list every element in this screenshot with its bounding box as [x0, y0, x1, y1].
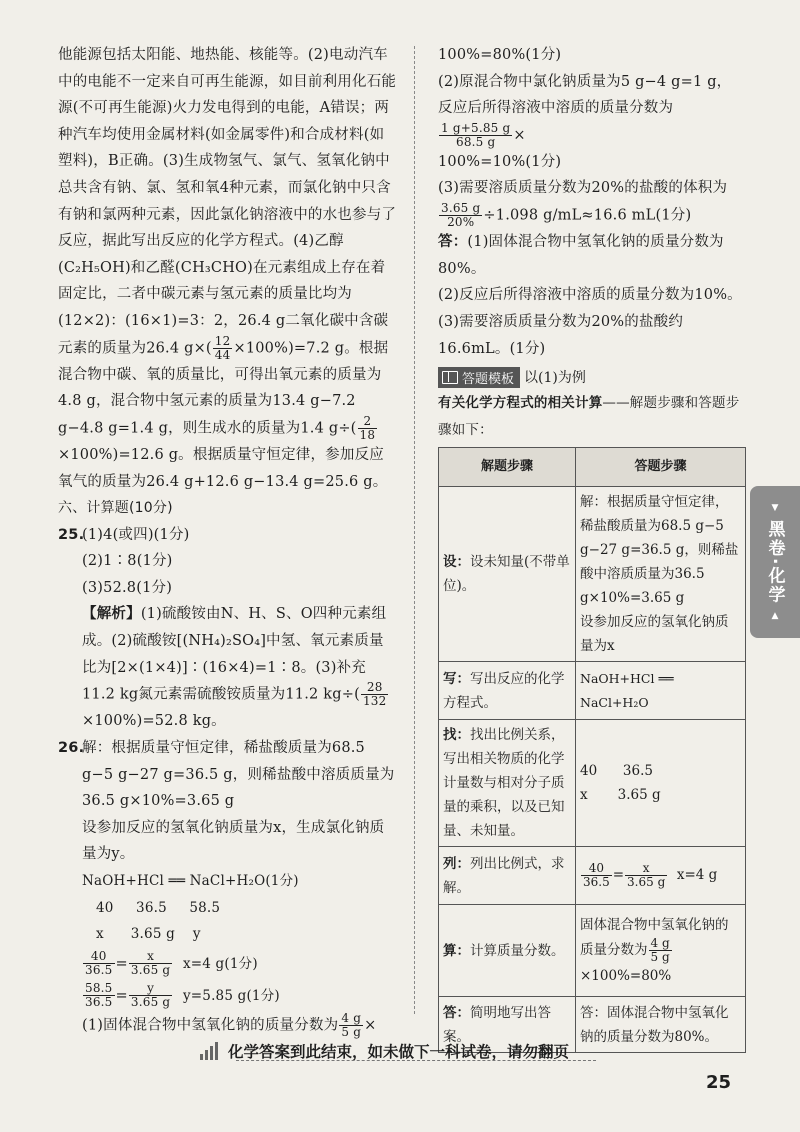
book-icon — [442, 371, 458, 384]
left-column — [58, 42, 398, 1039]
answer-line: (2)原混合物中氯化钠质量为5 g−4 g=1 g，反应后所得溶液中溶质的质量分数为 $\frac{1 g+5.85 g}{68.5 g}$ × — [438, 73, 732, 149]
final-answer-2: (2)反应后所得溶液中溶质的质量分数为10%。 — [438, 287, 742, 304]
triangle-up-icon: ▼ — [771, 502, 779, 513]
ratio-row: 40 36.5 58.5 — [96, 899, 221, 916]
proportion-2: $\frac{58.5}{36.5}$ = $\frac{y}{3.65 g}$ y=5.85 g(1分) — [85, 981, 280, 1010]
column-divider — [414, 46, 415, 1014]
triangle-down-icon: ▲ — [771, 611, 779, 622]
footer-dashed-line — [236, 1060, 596, 1061]
fraction: $\frac{28}{132}$ — [362, 680, 387, 709]
table-row: 答：简明地写出答案。 答：固体混合物中氢氧化钠的质量分数为80%。 — [439, 997, 746, 1053]
answer-line: 100%=80%(1分) — [438, 47, 562, 63]
subject-side-tab — [750, 486, 800, 638]
q24-explanation — [58, 42, 398, 495]
footer-note: 化学答案到此结束，如未做下一科试卷，请勿翻页 — [200, 1038, 569, 1064]
table-row: 设：设未知量(不带单位)。 解：根据质量守恒定律，稀盐酸质量为68.5 g−5 g−27 g=36.5 g，则稀盐酸中溶质质量为36.5 g×10%=3.65 g 设参加反应的氢氧化钠质量为x — [439, 487, 746, 662]
template-badge: 答题模板 — [438, 367, 520, 388]
question-26: 26.解：根据质量守恒定律，稀盐酸质量为68.5 g−5 g−27 g=36.5 g，则稀盐酸中溶质质量为36.5 g×10%=3.65 g 设参加反应的氢氧化钠质量为x，生成氯化钠质量为y。 NaOH+HCl ══ NaCl+H₂O(1分) 40 36.5 58.5 x 3.65 g y $\frac{40}{36.5}$ = $\frac{x}{3.65 g}$ x=4 g(1分) $\frac{58.5}{36.5}$ = $\frac{y}{3.65 g}$ y=5.85 g(1分) (1)固体混合物中氢氧化钠的质量分数为 $\frac{4 g}{5 g}$ × — [58, 735, 398, 1039]
section-heading: 六、计算题(10分) — [58, 500, 173, 517]
answer-line: 100%=10%(1分) — [438, 153, 562, 170]
explanation-text-1: 他能源包括太阳能、地热能、核能等。(2)电动汽车中的电能不一定来自可再生能源，如目前利用化石能源(不可再生能源)火力发电得到的电能，A错误；两种汽车均使用金属材料(如金属零件)和合成材料(如塑料)，B正确。(3)生成物氢气、氯气、氢氧化钠中总共含有钠、氯、氢和氧4种元素，而氯化钠中只含有钠和氯两种元素，因此氯化钠溶液中的水也参与了反应，据此写出反应的化学方程式。(4)乙醇(C₂H₅OH)和乙醛(CH₃CHO)在元素组成上存在着固定比，二者中碳元素与氢元素的质量比均为(12×2)：(16×1)=3：2，26.4 g二氧化碳中含碳元素的质量为26.4 g×( — [58, 47, 397, 357]
question-25 — [58, 522, 398, 735]
table-row: 找：找出比例关系，写出相关物质的化学计量数与相对分子质量的乘积，以及已知量、未知量。 40 36.5 x 3.65 g — [439, 720, 746, 847]
fraction: $\frac{2}{18}$ — [359, 413, 376, 442]
table-header-row — [439, 448, 746, 487]
answer-line: (3)需要溶质质量分数为20%的盐酸的体积为 — [438, 180, 728, 197]
answer-line: (3)52.8(1分) — [82, 579, 173, 596]
analysis: 【解析】(1)硫酸铵由N、H、S、O四种元素组成。(2)硫酸铵[(NH₄)₂SO₄]中氢、氧元素质量比为[2×(1×4)]∶(16×4)=1∶8。(3)补充11.2 kg氮元素需硫酸铵质量为11.2 kg÷( $\frac{28}{132}$ ×100%)=52.8 kg。 — [82, 605, 387, 730]
answer-line: (1)4(或四)(1分) — [82, 526, 190, 543]
answer-line: 设参加反应的氢氧化钠质量为x，生成氯化钠质量为y。 — [82, 819, 385, 863]
final-answer-3: (3)需要溶质质量分数为20%的盐酸约16.6mL。(1分) — [438, 313, 684, 357]
template-intro: 有关化学方程式的相关计算——解题步骤和答题步骤如下： — [438, 395, 740, 438]
page-number: 25 — [706, 1072, 732, 1093]
table-row: 写：写出反应的化学方程式。 NaOH+HCl ══ NaCl+H₂O — [439, 662, 746, 720]
bars-icon — [200, 1042, 220, 1060]
question-number: 26. — [58, 739, 85, 756]
chemical-equation: NaOH+HCl ══ NaCl+H₂O(1分) — [82, 872, 299, 889]
explanation-text-2: ×100%)=7.2 g。根据混合物中碳、氧的质量比，可得出氧元素的质量为4.8 g，混合物中氢元素的质量为13.4 g−7.2 g−4.8 g=1.4 g，则生成水的质量为1.4 g÷( — [58, 340, 389, 437]
ratio-row: x 3.65 g y — [96, 926, 201, 943]
table-row: 算：计算质量分数。 固体混合物中氢氧化钠的质量分数为 $\frac{4 g}{5 g}$ ×100%=80% — [439, 905, 746, 997]
final-answer: 答：(1)固体混合物中氢氧化钠的质量分数为80%。 — [438, 233, 724, 277]
column-header: 答题步骤 — [576, 448, 746, 487]
fraction: $\frac{12}{44}$ — [214, 333, 231, 362]
right-column — [438, 42, 742, 1053]
column-header: 解题步骤 — [439, 448, 576, 487]
answer-line: $\frac{3.65 g}{20\%}$ ÷1.098 g/mL≈16.6 mL(1分) — [441, 201, 692, 230]
question-number: 25. — [58, 526, 85, 543]
table-row: 列：列出比例式，求解。 $\frac{40}{36.5}$ = $\frac{x}{3.65 g}$ x=4 g — [439, 847, 746, 905]
analysis-label: 【解析】 — [82, 605, 141, 623]
explanation-text-3: ×100%)=12.6 g。根据质量守恒定律，参加反应氧气的质量为26.4 g+12.6 g−13.4 g=25.6 g。 — [58, 446, 388, 490]
answer-line: (2)1∶8(1分) — [82, 553, 173, 570]
proportion-1: $\frac{40}{36.5}$ = $\frac{x}{3.65 g}$ x=4 g(1分) — [85, 949, 258, 978]
subject-label: 黑卷·化学 — [764, 519, 785, 605]
answer-template-header: 答题模板 以(1)为例 — [438, 364, 742, 390]
steps-table — [438, 447, 746, 1053]
answer-line: (1)固体混合物中氢氧化钠的质量分数为 $\frac{4 g}{5 g}$ × — [82, 1010, 377, 1039]
